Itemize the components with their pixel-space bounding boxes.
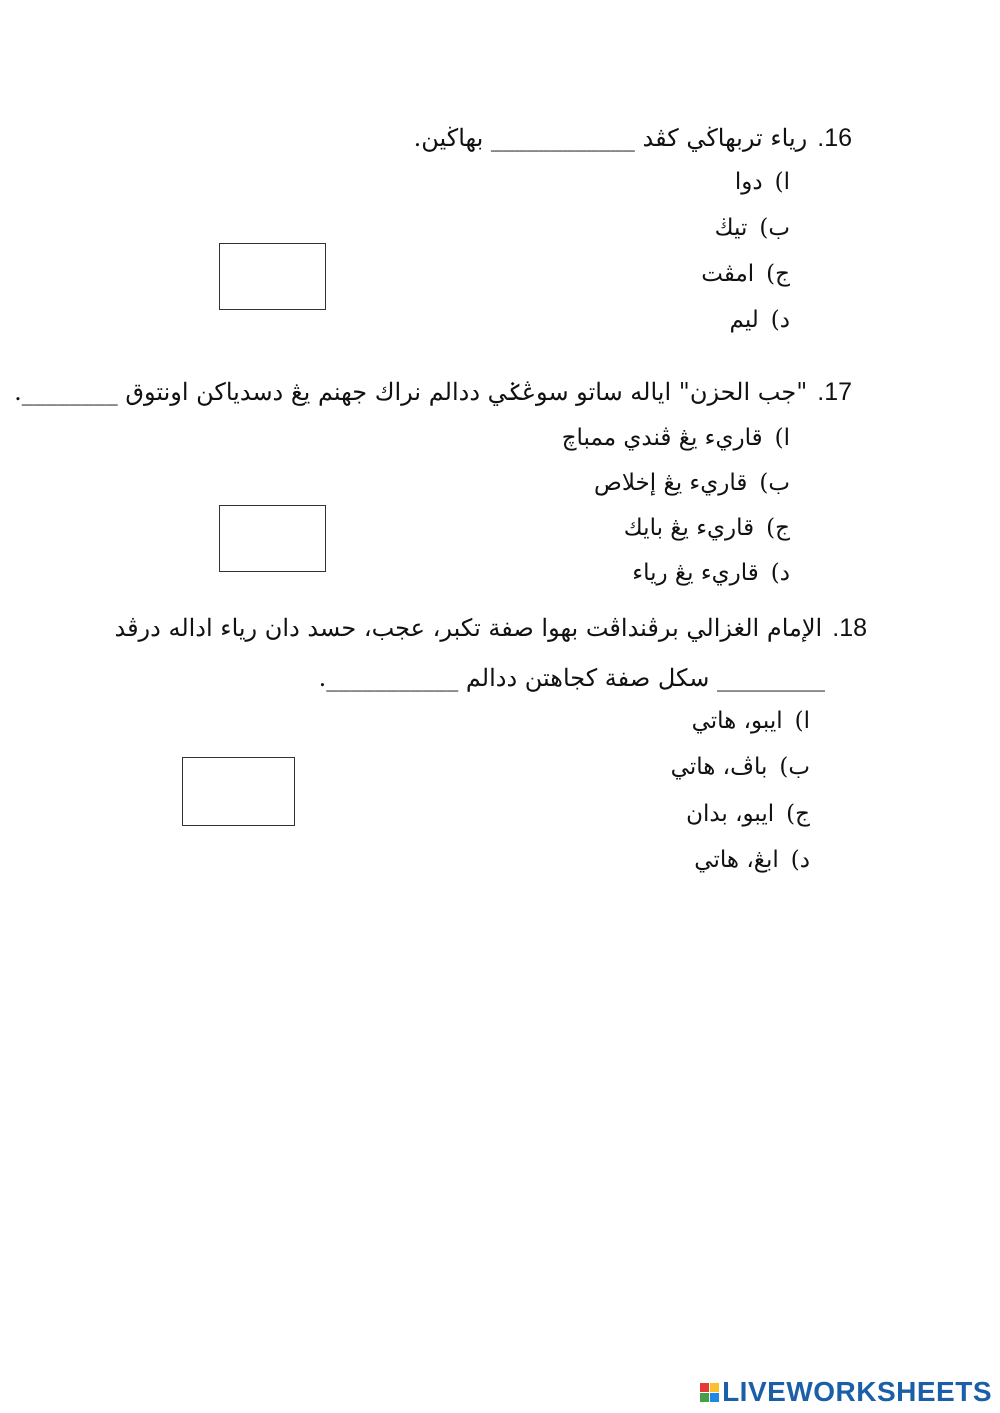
option-text: قاريء يڠ إخلاص [594, 470, 748, 496]
q16-answer-box[interactable] [219, 243, 326, 310]
option-text: امڤت [701, 261, 755, 287]
option-text: ايبو، هاتي [691, 708, 783, 734]
q18-answer-box[interactable] [182, 757, 295, 826]
question-number: 18. [832, 614, 867, 642]
q16-option-d [730, 305, 790, 335]
option-letter: د) [770, 560, 790, 586]
option-letter: ب) [759, 215, 790, 241]
q18-option-c [686, 799, 810, 829]
option-letter: ج) [786, 801, 810, 827]
question-16-line-1 [414, 122, 852, 154]
question-18-line-1 [114, 612, 867, 644]
option-text: تيڬ [714, 215, 748, 241]
q17-option-d [632, 558, 790, 588]
q17-answer-box[interactable] [219, 505, 326, 572]
question-text: ريا‌ء تربهاڬي كڤد ____________ بهاڬين. [413, 124, 808, 152]
option-text: قاريء يڠ ريا‌ء [632, 560, 759, 586]
option-letter: ب) [759, 470, 790, 496]
option-letter: د) [770, 307, 790, 333]
option-text: ابڠ، هاتي [694, 847, 779, 873]
option-text: ايبو، بدان [686, 801, 775, 827]
q16-option-b [715, 213, 790, 243]
brand-name: LIVEWORKSHEETS [722, 1376, 992, 1407]
question-18-line-2 [319, 662, 825, 694]
question-number: 17. [817, 378, 852, 406]
option-text: ليم [729, 307, 759, 333]
option-text: دوا [734, 169, 763, 195]
option-text: باڤ، هاتي [670, 754, 768, 780]
option-letter: ج) [766, 515, 790, 541]
question-text: الإمام الغزالي برڤنداڤت بهوا صفة تكبر، عجب، حسد دان ريا‌ء اداله درڤد [114, 614, 823, 642]
question-text: _________ سكل صفة كجاهتن ددالم ___________. [318, 664, 825, 692]
q17-option-b [594, 468, 790, 498]
question-number: 16. [817, 124, 852, 152]
option-letter: ا) [774, 169, 790, 195]
q18-option-b [671, 752, 810, 782]
logo-blocks-icon [700, 1383, 719, 1402]
option-letter: ا) [774, 425, 790, 451]
q18-option-a [692, 706, 810, 736]
q17-option-c [624, 513, 790, 543]
q16-option-a [735, 167, 790, 197]
question-text: "جب الحزن" اياله ساتو سوڠݢي ددالم نراك جهنم يڠ دسدياكن اونتوق ________. [14, 378, 808, 406]
liveworksheets-logo[interactable] [700, 1375, 992, 1409]
question-17-line-1 [14, 376, 852, 408]
option-letter: د) [790, 847, 810, 873]
q16-option-c [701, 259, 790, 289]
q18-option-d [694, 845, 810, 875]
option-text: قاريء يڠ ڤندي ممباچ [561, 425, 763, 451]
q17-option-a [562, 423, 790, 453]
option-text: قاريء يڠ بايك [623, 515, 755, 541]
option-letter: ج) [766, 261, 790, 287]
option-letter: ا) [794, 708, 810, 734]
option-letter: ب) [779, 754, 810, 780]
